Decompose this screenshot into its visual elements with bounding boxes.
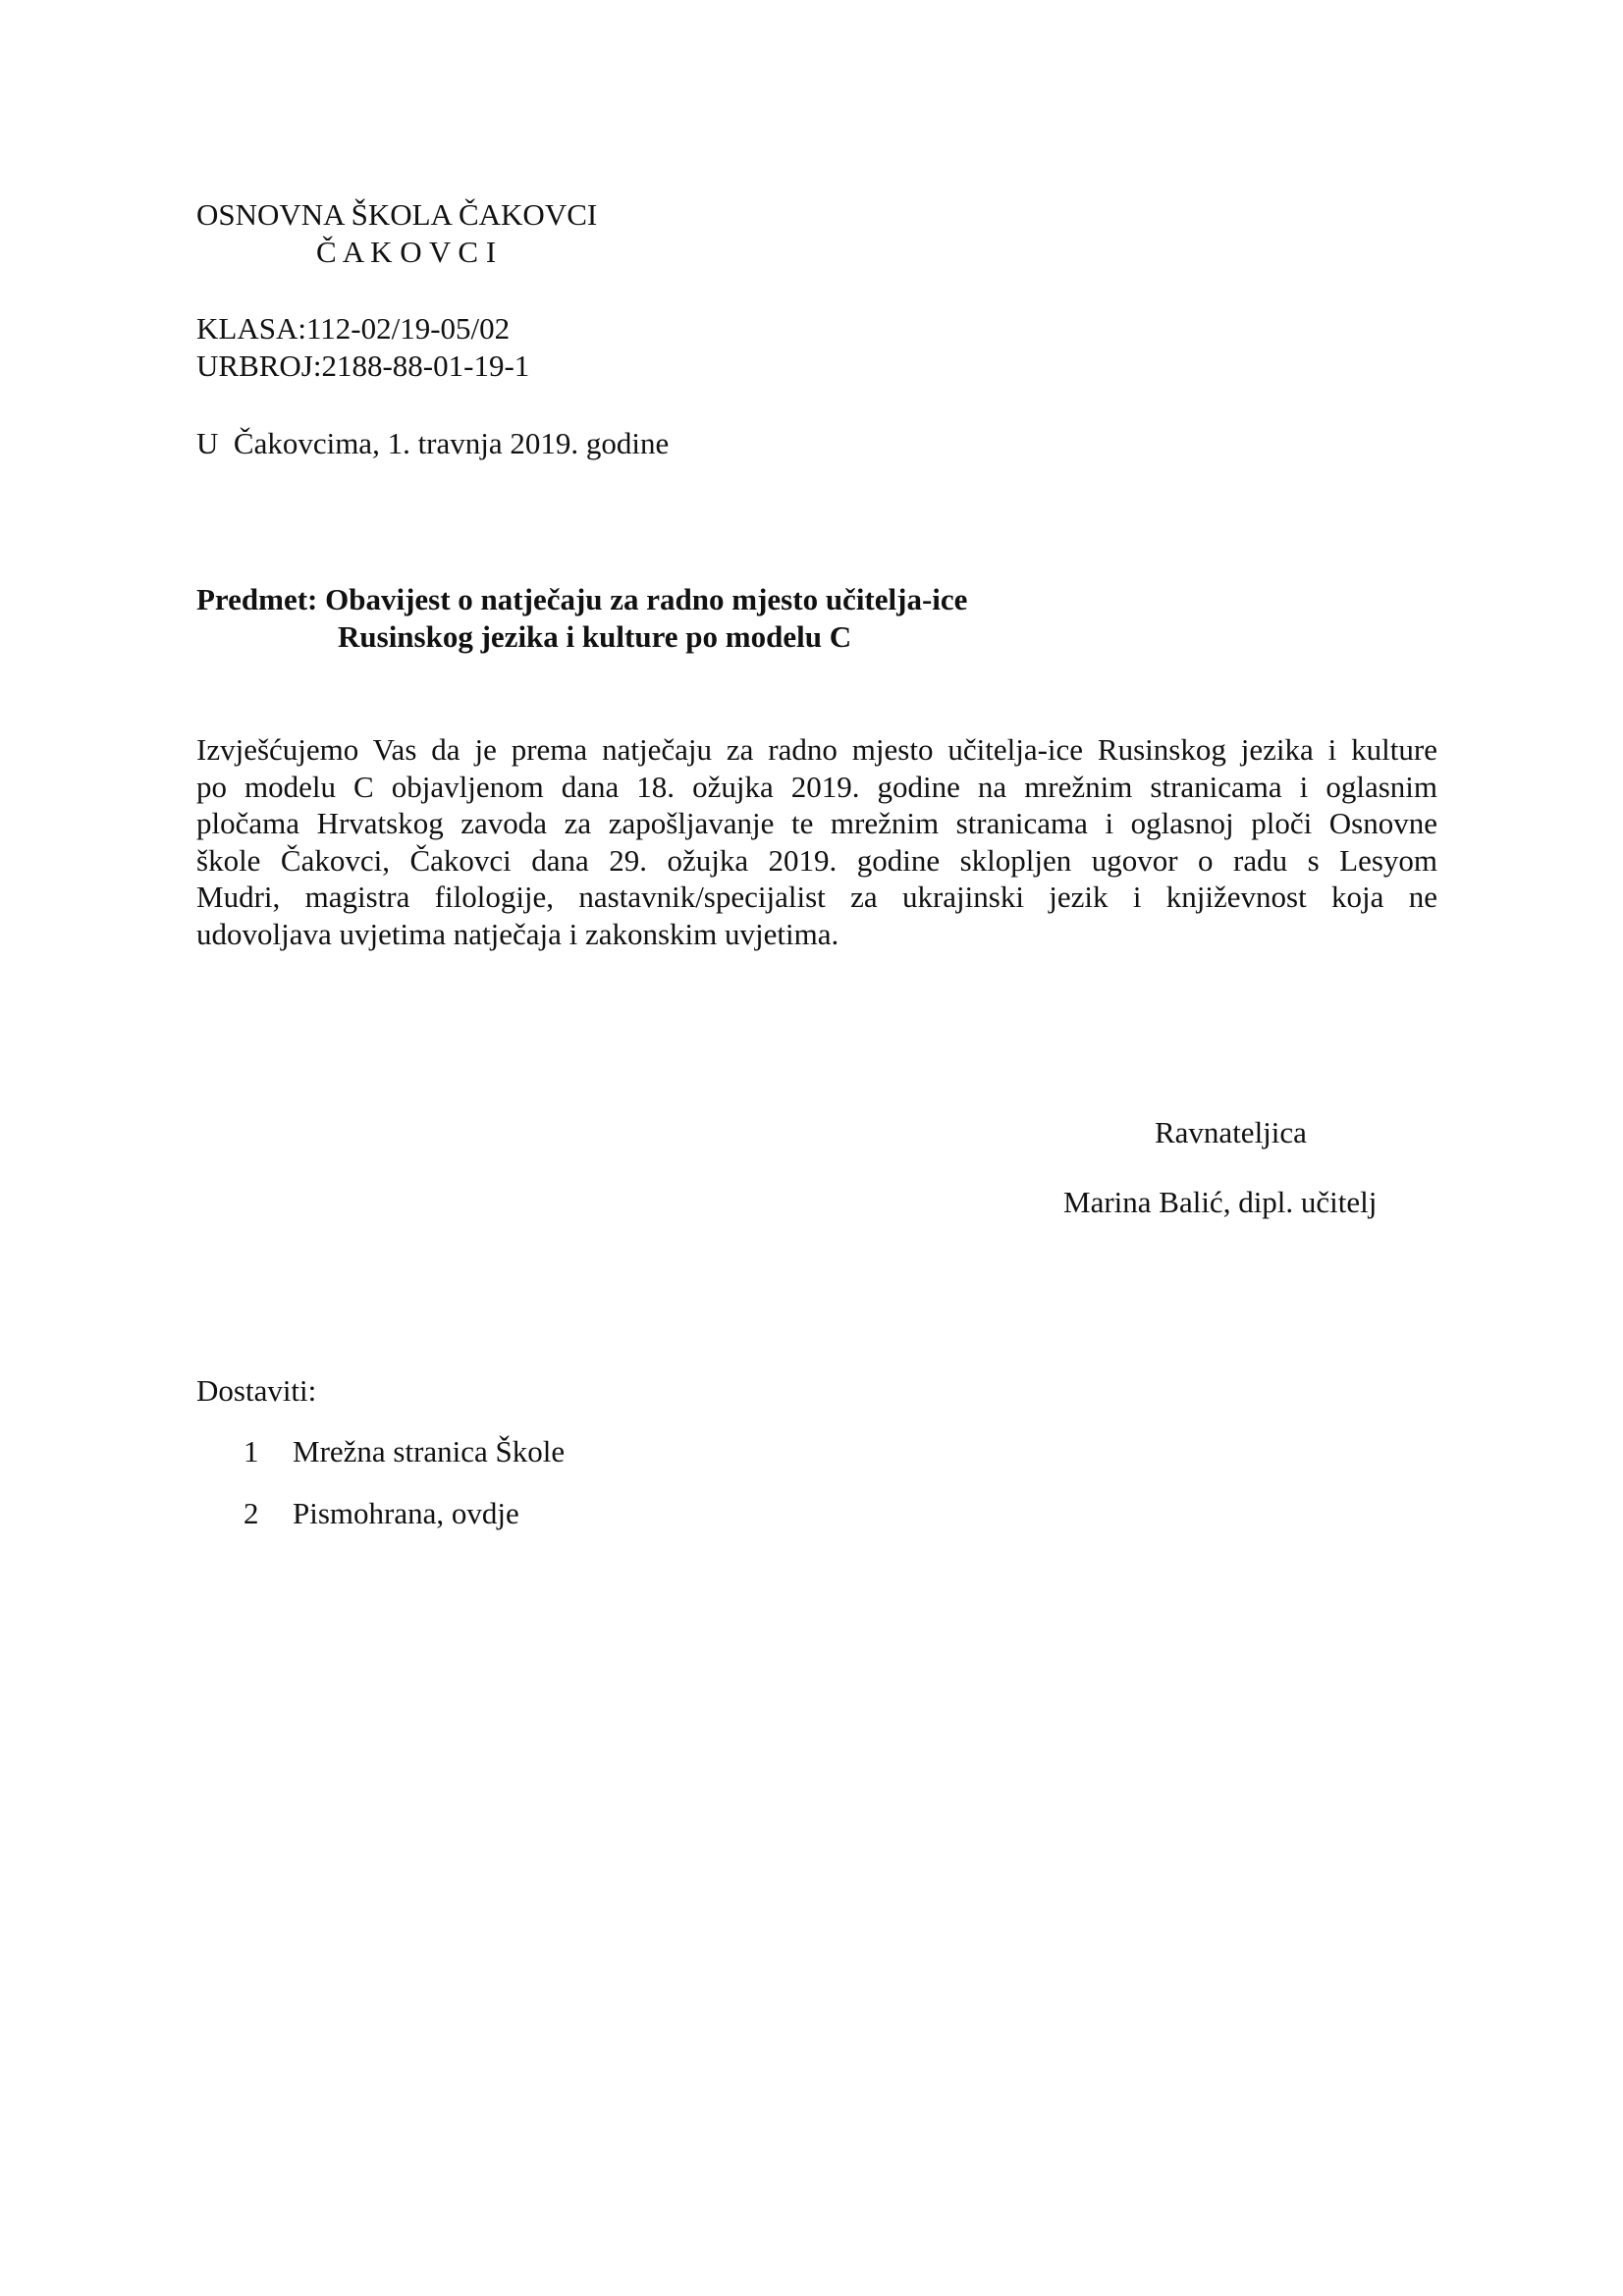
body-line: škole Čakovci, Čakovci dana 29. ožujka 2019. godine sklopljen ugovor o radu s Lesyom xyxy=(196,842,1437,878)
school-name: OSNOVNA ŠKOLA ČAKOVCI xyxy=(196,197,598,232)
delivery-heading: Dostaviti: xyxy=(196,1373,317,1408)
delivery-list-item xyxy=(243,1495,519,1532)
signature-title: Ravnateljica xyxy=(1155,1115,1307,1149)
list-text: Pismohrana, ovdje xyxy=(293,1496,519,1530)
subject-line-2: Rusinskog jezika i kulture po modelu C xyxy=(338,619,852,654)
school-city: Č A K O V C I xyxy=(316,235,497,269)
place-and-date: U Čakovcima, 1. travnja 2019. godine xyxy=(196,426,670,460)
subject-heading xyxy=(196,581,967,656)
body-line: udovoljava uvjetima natječaja i zakonskim uvjetima. xyxy=(196,916,839,951)
body-line: Izvješćujemo Vas da je prema natječaju za radno mjesto učitelja-ice Rusinskog jezika i kulture xyxy=(196,732,1437,767)
subject-line-1: Predmet: Obavijest o natječaju za radno mjesto učitelja-ice xyxy=(196,582,968,616)
list-text: Mrežna stranica Škole xyxy=(293,1434,566,1468)
signature-name: Marina Balić, dipl. učitelj xyxy=(1063,1185,1378,1219)
body-line: Mudri, magistra filologije, nastavnik/specijalist za ukrajinski jezik i književnost koja ne xyxy=(196,880,1437,914)
body-line: pločama Hrvatskog zavoda za zapošljavanje te mrežnim stranicama i oglasnoj ploči Osnovne xyxy=(196,806,1437,840)
delivery-list-item xyxy=(243,1433,565,1470)
body-paragraph xyxy=(196,731,1437,952)
list-number: 1 xyxy=(243,1434,259,1468)
klasa-reference: KLASA:112-02/19-05/02 xyxy=(196,311,511,346)
body-line: po modelu C objavljenom dana 18. ožujka 2019. godine na mrežnim stranicama i oglasnim xyxy=(196,769,1437,804)
urbroj-reference: URBROJ:2188-88-01-19-1 xyxy=(196,348,530,383)
list-number: 2 xyxy=(243,1496,259,1530)
